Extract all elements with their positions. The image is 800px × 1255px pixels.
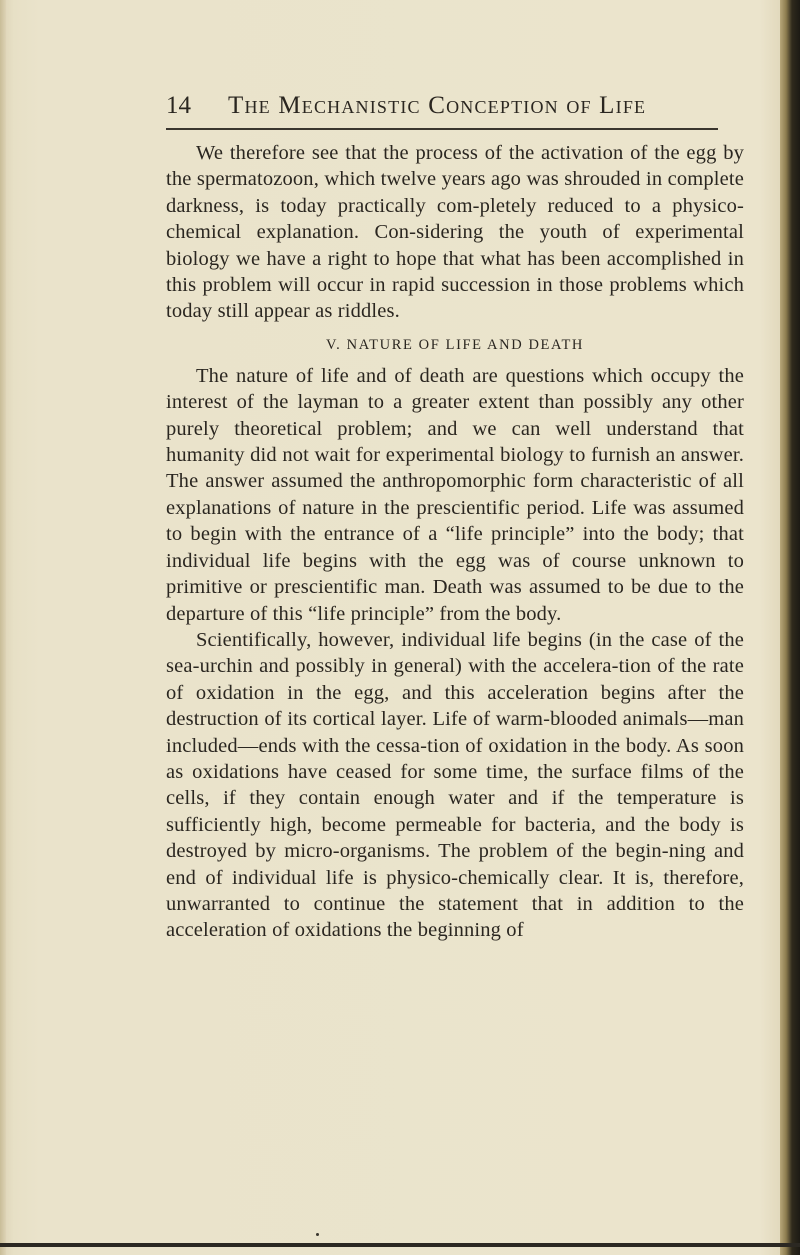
running-header	[166, 92, 718, 126]
print-speck	[316, 1233, 319, 1236]
section-heading: V. NATURE OF LIFE AND DEATH	[325, 336, 585, 353]
body-text	[166, 140, 744, 944]
header-rule	[166, 128, 718, 130]
page-binding-edge	[780, 0, 800, 1255]
paragraph-nature-of-life: The nature of life and of death are questions which occupy the interest of the layman to a greater extent than possibly any other purely theoretical problem; and we can well understand that humanity did not wait for experimental biology to furnish an answer. The answer assumed the anthropomorphic form characteristic of all explanations of nature in the prescientific period. Life was assumed to begin with the entrance of a “life principle” into the body; that individual life begins with the egg was of course unknown to primitive or prescientific man. Death was assumed to be due to the departure of this “life principle” from the body.	[166, 364, 744, 625]
bottom-edge-rule	[0, 1243, 800, 1247]
page-left-edge	[0, 0, 6, 1255]
paragraph-scientific-view: Scientifically, however, individual life begins (in the case of the sea-urchin and possibly in general) with the accelera-tion of the rate of oxidation in the egg, and this acceleration begins after the destruction of its cortical layer. Life of warm-blooded animals—man included—ends with the cessa-tion of oxidation in the body. As soon as oxidations have ceased for some time, the surface films of the cells, if they contain enough water and if the temperature is sufficiently high, become permeable for bacteria, and the body is destroyed by micro-organisms. The problem of the begin-ning and end of individual life is physico-chemically clear. It is, therefore, unwarranted to continue the statement that in addition to the acceleration of oxidations the beginning of	[166, 628, 744, 942]
paragraph-activation: We therefore see that the process of the activation of the egg by the spermatozoon, which twelve years ago was shrouded in complete darkness, is today practically com-pletely reduced to a physico-chemical explanation. Con-sidering the youth of experimental biology we have a right to hope that what has been accomplished in this problem will occur in rapid succession in those problems which today still appear as riddles.	[166, 142, 744, 323]
page-number: 14	[166, 92, 191, 119]
running-title: The Mechanistic Conception of Life	[228, 92, 647, 119]
